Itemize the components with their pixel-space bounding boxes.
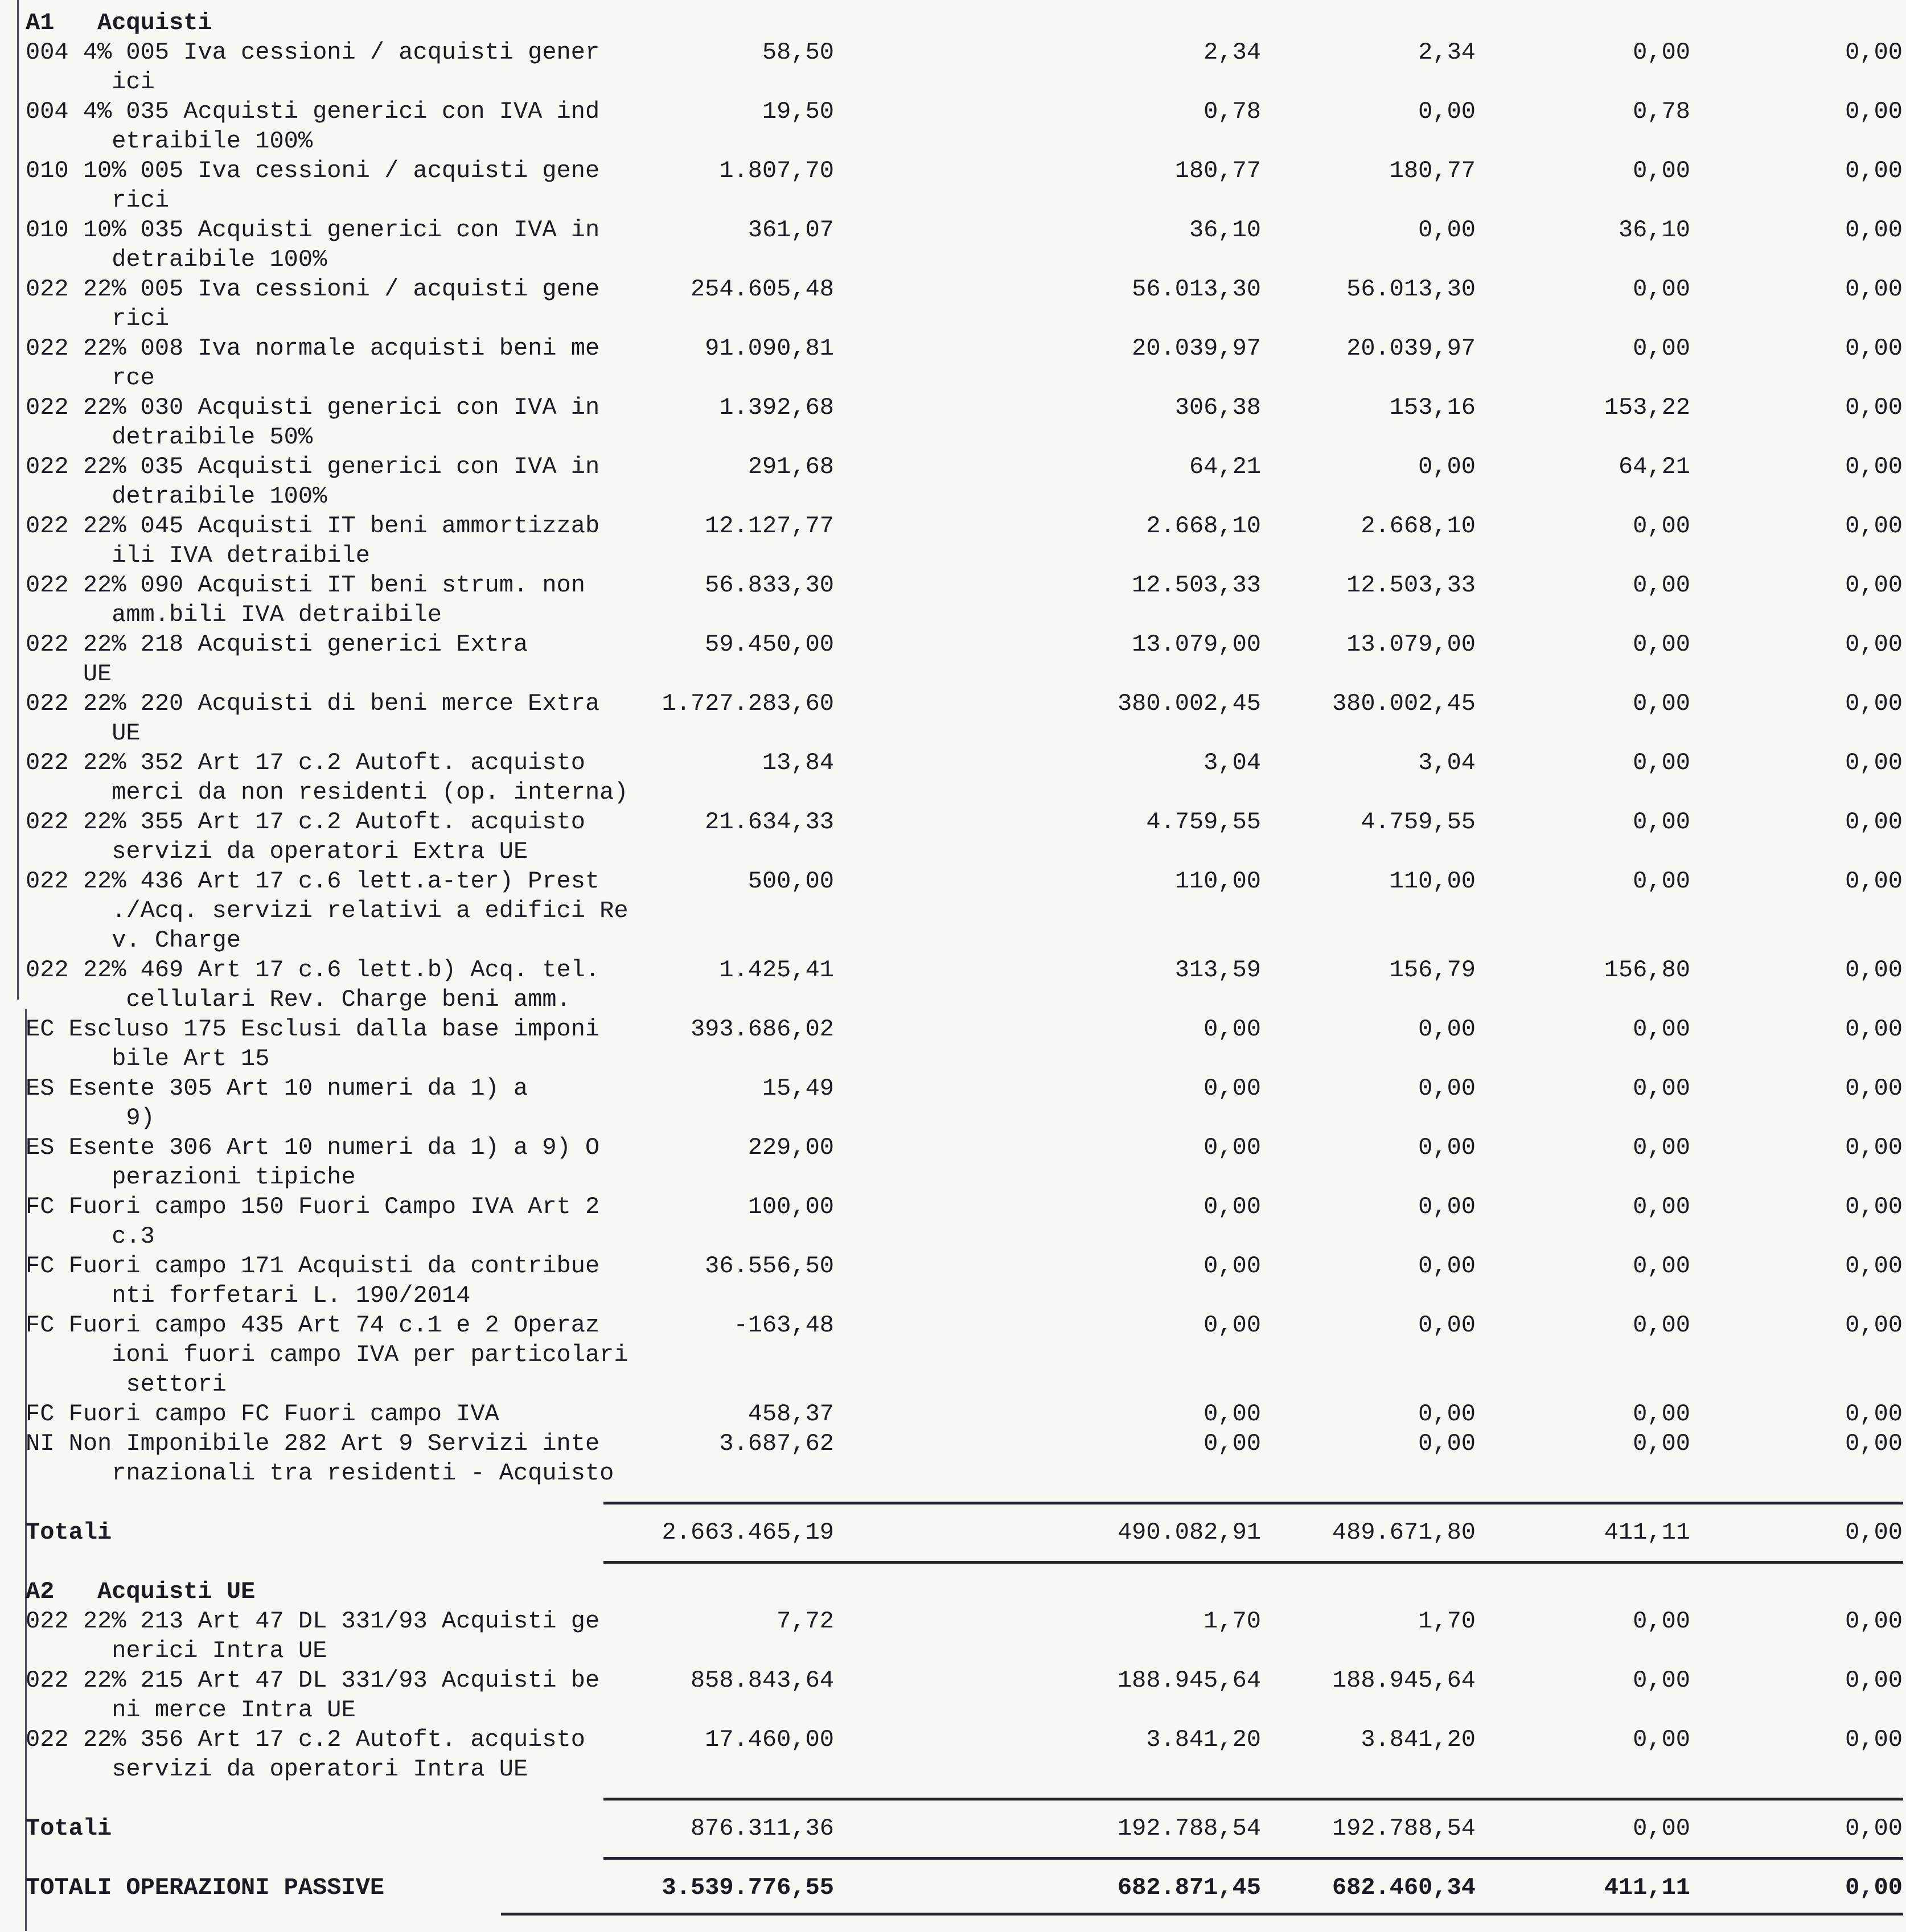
amount-col-2: 0,00 [1203, 1193, 1261, 1220]
amount-col-3: 2.668,10 [1361, 512, 1476, 540]
table-row [26, 97, 1906, 126]
table-row-continuation [26, 482, 1906, 511]
section-header [26, 1577, 1906, 1606]
amount-col-5: 0,00 [1845, 631, 1903, 658]
table-row-text: 022 22% 213 Art 47 DL 331/93 Acquisti ge [26, 1608, 600, 1635]
table-row-text: 022 22% 090 Acquisti IT beni strum. non [26, 572, 585, 599]
amount-col-4: 0,00 [1633, 39, 1690, 66]
table-row-continuation-text: ni merce Intra UE [26, 1696, 356, 1724]
divider-line [603, 1857, 1903, 1860]
amount-col-2: 13.079,00 [1132, 631, 1261, 658]
table-row-text: 022 22% 030 Acquisti generici con IVA in [26, 394, 600, 421]
totals-divider [26, 1488, 1906, 1518]
table-row [26, 393, 1906, 422]
table-row-continuation [26, 600, 1906, 630]
table-row-continuation [26, 718, 1906, 748]
amount-col-4: 36,10 [1618, 216, 1690, 244]
table-row [26, 274, 1906, 304]
table-row [26, 630, 1906, 659]
amount-col-5: 0,00 [1845, 39, 1903, 66]
amount-col-3: 4.759,55 [1361, 808, 1476, 836]
amount-col-2: 0,00 [1203, 1075, 1261, 1102]
table-row-continuation [26, 1044, 1906, 1074]
amount-col-1: 500,00 [747, 868, 834, 895]
totals-row-text: Totali [26, 1815, 112, 1842]
amount-col-3: 12.503,33 [1346, 572, 1476, 599]
amount-col-2: 0,00 [1203, 1016, 1261, 1043]
amount-col-1: 1.807,70 [719, 157, 834, 184]
amount-col-5: 0,00 [1845, 276, 1903, 303]
amount-col-4: 0,00 [1633, 1608, 1690, 1635]
amount-col-3: 0,00 [1418, 1252, 1476, 1280]
amount-col-1: 21.634,33 [705, 808, 834, 836]
amount-col-2: 490.082,91 [1117, 1519, 1261, 1546]
table-row-continuation-text: UE [26, 720, 141, 747]
table-row-text: EC Escluso 175 Esclusi dalla base imponi [26, 1016, 600, 1043]
amount-col-5: 0,00 [1845, 1430, 1903, 1457]
table-row [26, 689, 1906, 718]
table-row-text: 010 10% 035 Acquisti generici con IVA in [26, 216, 600, 244]
table-row-text: 022 22% 215 Art 47 DL 331/93 Acquisti be [26, 1667, 600, 1694]
table-row-text: 022 22% 355 Art 17 c.2 Autoft. acquisto [26, 808, 585, 836]
amount-col-1: 458,37 [747, 1400, 834, 1428]
amount-col-3: 3,04 [1418, 749, 1476, 776]
amount-col-2: 1,70 [1203, 1608, 1261, 1635]
amount-col-3: 3.841,20 [1361, 1726, 1476, 1753]
amount-col-4: 0,00 [1633, 1667, 1690, 1694]
amount-col-5: 0,00 [1845, 1312, 1903, 1339]
amount-col-5: 0,00 [1845, 1667, 1903, 1694]
amount-col-2: 0,78 [1203, 98, 1261, 125]
amount-col-5: 0,00 [1845, 1134, 1903, 1161]
amount-col-4: 0,00 [1633, 808, 1690, 836]
table-row-continuation-text: ./Acq. servizi relativi a edifici Re [26, 897, 629, 924]
amount-col-5: 0,00 [1845, 1608, 1903, 1635]
amount-col-2: 0,00 [1203, 1400, 1261, 1428]
amount-col-3: 110,00 [1389, 868, 1476, 895]
amount-col-5: 0,00 [1845, 1075, 1903, 1102]
amount-col-5: 0,00 [1845, 1726, 1903, 1753]
table-row-continuation [26, 541, 1906, 570]
table-row [26, 1310, 1906, 1340]
table-row-continuation [26, 778, 1906, 807]
table-row-continuation-text: ioni fuori campo IVA per particolari [26, 1341, 629, 1368]
amount-col-1: 100,00 [747, 1193, 834, 1220]
table-row-continuation-text: servizi da operatori Intra UE [26, 1756, 528, 1783]
amount-col-1: 56.833,30 [705, 572, 834, 599]
table-row-text: FC Fuori campo 150 Fuori Campo IVA Art 2 [26, 1193, 600, 1220]
amount-col-3: 153,16 [1389, 394, 1476, 421]
amount-col-4: 0,00 [1633, 572, 1690, 599]
amount-col-5: 0,00 [1845, 512, 1903, 540]
table-row-continuation [26, 985, 1906, 1014]
amount-col-5: 0,00 [1845, 1874, 1903, 1901]
totals-row-text: Totali [26, 1519, 112, 1546]
table-row-continuation-text: rici [26, 305, 170, 332]
amount-col-2: 4.759,55 [1146, 808, 1261, 836]
section-header-text: A1 Acquisti [26, 9, 212, 36]
table-row-continuation [26, 422, 1906, 452]
table-row-continuation [26, 245, 1906, 274]
amount-col-5: 0,00 [1845, 216, 1903, 244]
table-row-continuation-text: rce [26, 364, 155, 392]
table-row-continuation [26, 896, 1906, 926]
amount-col-3: 380.002,45 [1332, 690, 1476, 717]
amount-col-5: 0,00 [1845, 690, 1903, 717]
amount-col-2: 12.503,33 [1132, 572, 1261, 599]
amount-col-4: 0,00 [1633, 1252, 1690, 1280]
amount-col-5: 0,00 [1845, 1815, 1903, 1842]
table-row [26, 215, 1906, 245]
table-row [26, 1074, 1906, 1103]
amount-col-4: 0,00 [1633, 690, 1690, 717]
amount-col-2: 313,59 [1174, 956, 1261, 984]
totals-row [26, 1518, 1906, 1547]
amount-col-2: 0,00 [1203, 1134, 1261, 1161]
table-row-continuation [26, 1636, 1906, 1666]
amount-col-2: 306,38 [1174, 394, 1261, 421]
table-row-continuation-text: ici [26, 68, 155, 96]
amount-col-4: 0,00 [1633, 1726, 1690, 1753]
totals-divider [26, 1843, 1906, 1873]
amount-col-4: 411,11 [1604, 1874, 1690, 1901]
amount-col-1: 13,84 [762, 749, 834, 776]
table-row-continuation [26, 1695, 1906, 1725]
amount-col-5: 0,00 [1845, 1519, 1903, 1546]
amount-col-3: 0,00 [1418, 216, 1476, 244]
table-row-continuation [26, 1370, 1906, 1399]
amount-col-3: 0,00 [1418, 1075, 1476, 1102]
table-row-text: 022 22% 005 Iva cessioni / acquisti gene [26, 276, 600, 303]
amount-col-3: 0,00 [1418, 1430, 1476, 1457]
table-row-text: 022 22% 008 Iva normale acquisti beni me [26, 335, 600, 362]
amount-col-1: 3.539.776,55 [662, 1874, 834, 1901]
amount-col-1: 58,50 [762, 39, 834, 66]
table-row [26, 1133, 1906, 1162]
table-row [26, 1725, 1906, 1754]
amount-col-2: 0,00 [1203, 1312, 1261, 1339]
amount-col-1: 2.663.465,19 [662, 1519, 834, 1546]
amount-col-5: 0,00 [1845, 98, 1903, 125]
divider-line [603, 1798, 1903, 1801]
amount-col-2: 0,00 [1203, 1430, 1261, 1457]
amount-col-3: 0,00 [1418, 98, 1476, 125]
amount-col-5: 0,00 [1845, 749, 1903, 776]
amount-col-3: 56.013,30 [1346, 276, 1476, 303]
amount-col-1: 19,50 [762, 98, 834, 125]
amount-col-3: 13.079,00 [1346, 631, 1476, 658]
amount-col-3: 192.788,54 [1332, 1815, 1476, 1842]
table-row-continuation-text: nti forfetari L. 190/2014 [26, 1282, 471, 1309]
table-row-text: 004 4% 005 Iva cessioni / acquisti gener [26, 39, 600, 66]
table-row-text: FC Fuori campo FC Fuori campo IVA [26, 1400, 499, 1428]
amount-col-4: 0,00 [1633, 1312, 1690, 1339]
amount-col-4: 0,00 [1633, 1400, 1690, 1428]
amount-col-1: 1.425,41 [719, 956, 834, 984]
table-row-continuation [26, 837, 1906, 866]
table-row [26, 334, 1906, 363]
table-row-text: 022 22% 220 Acquisti di beni merce Extra [26, 690, 600, 717]
amount-col-4: 411,11 [1604, 1519, 1690, 1546]
table-row-continuation-text: etraibile 100% [26, 128, 313, 155]
report-body [26, 8, 1906, 1932]
table-row [26, 1014, 1906, 1044]
amount-col-4: 0,00 [1633, 1815, 1690, 1842]
amount-col-4: 0,00 [1633, 1016, 1690, 1043]
table-row-continuation [26, 126, 1906, 156]
amount-col-4: 0,00 [1633, 512, 1690, 540]
table-row-text: 022 22% 356 Art 17 c.2 Autoft. acquisto [26, 1726, 585, 1753]
amount-col-5: 0,00 [1845, 394, 1903, 421]
page-edge-line-top [17, 0, 19, 1000]
amount-col-2: 0,00 [1203, 1252, 1261, 1280]
amount-col-3: 1,70 [1418, 1608, 1476, 1635]
amount-col-1: 3.687,62 [719, 1430, 834, 1457]
table-row-text: 004 4% 035 Acquisti generici con IVA ind [26, 98, 600, 125]
amount-col-5: 0,00 [1845, 453, 1903, 480]
amount-col-2: 3,04 [1203, 749, 1261, 776]
totals-row [26, 1814, 1906, 1843]
table-row-continuation-text: servizi da operatori Extra UE [26, 838, 528, 865]
table-row-continuation-text: settori [26, 1371, 227, 1398]
table-row [26, 1251, 1906, 1281]
table-row-text: ES Esente 306 Art 10 numeri da 1) a 9) O [26, 1134, 600, 1161]
amount-col-1: 1.727.283,60 [662, 690, 834, 717]
amount-col-1: 393.686,02 [690, 1016, 834, 1043]
amount-col-2: 36,10 [1189, 216, 1261, 244]
amount-col-3: 180,77 [1389, 157, 1476, 184]
amount-col-2: 110,00 [1174, 868, 1261, 895]
amount-col-5: 0,00 [1845, 1016, 1903, 1043]
amount-col-3: 156,79 [1389, 956, 1476, 984]
table-row-continuation-text: rici [26, 187, 170, 214]
amount-col-3: 489.671,80 [1332, 1519, 1476, 1546]
amount-col-1: 91.090,81 [705, 335, 834, 362]
amount-col-1: 12.127,77 [705, 512, 834, 540]
amount-col-1: 229,00 [747, 1134, 834, 1161]
amount-col-4: 0,00 [1633, 1430, 1690, 1457]
amount-col-3: 0,00 [1418, 453, 1476, 480]
table-row-continuation-text: amm.bili IVA detraibile [26, 601, 442, 628]
amount-col-1: 59.450,00 [705, 631, 834, 658]
table-row-continuation-text: merci da non residenti (op. interna) [26, 779, 629, 806]
amount-col-4: 156,80 [1604, 956, 1690, 984]
amount-col-4: 0,00 [1633, 1075, 1690, 1102]
table-row-continuation [26, 926, 1906, 955]
table-row [26, 570, 1906, 600]
divider-line [603, 1561, 1903, 1564]
table-row-continuation [26, 1162, 1906, 1192]
table-row [26, 1399, 1906, 1429]
table-row-continuation [26, 1340, 1906, 1370]
amount-col-2: 2.668,10 [1146, 512, 1261, 540]
amount-col-4: 0,00 [1633, 157, 1690, 184]
amount-col-2: 188.945,64 [1117, 1667, 1261, 1694]
amount-col-5: 0,00 [1845, 1252, 1903, 1280]
amount-col-4: 0,00 [1633, 1134, 1690, 1161]
table-row-text: FC Fuori campo 435 Art 74 c.1 e 2 Operaz [26, 1312, 600, 1339]
table-row-text: FC Fuori campo 171 Acquisti da contribue [26, 1252, 600, 1280]
table-row-continuation [26, 1103, 1906, 1133]
amount-col-3: 0,00 [1418, 1193, 1476, 1220]
amount-col-2: 20.039,97 [1132, 335, 1261, 362]
amount-col-5: 0,00 [1845, 956, 1903, 984]
amount-col-5: 0,00 [1845, 572, 1903, 599]
amount-col-4: 0,78 [1633, 98, 1690, 125]
table-row-continuation-text: ili IVA detraibile [26, 542, 370, 569]
amount-col-4: 153,22 [1604, 394, 1690, 421]
table-row-continuation [26, 1754, 1906, 1784]
amount-col-5: 0,00 [1845, 808, 1903, 836]
amount-col-4: 0,00 [1633, 1193, 1690, 1220]
amount-col-2: 380.002,45 [1117, 690, 1261, 717]
amount-col-1: 858.843,64 [690, 1667, 834, 1694]
table-row-continuation-text: rnazionali tra residenti - Acquisto [26, 1460, 614, 1487]
table-row [26, 452, 1906, 482]
amount-col-1: -163,48 [733, 1312, 834, 1339]
table-row-continuation-text: detraibile 100% [26, 483, 327, 510]
amount-col-5: 0,00 [1845, 868, 1903, 895]
table-row-continuation [26, 304, 1906, 334]
grand-total-underline [26, 1902, 1906, 1932]
amount-col-5: 0,00 [1845, 335, 1903, 362]
table-row-continuation-text: 9) [26, 1104, 155, 1132]
table-row-continuation-text: perazioni tipiche [26, 1164, 356, 1191]
table-row-text: NI Non Imponibile 282 Art 9 Servizi inte [26, 1430, 600, 1457]
amount-col-1: 7,72 [777, 1608, 834, 1635]
grand-total-row [26, 1873, 1906, 1902]
table-row-continuation-text: detraibile 100% [26, 246, 327, 273]
table-row-continuation-text: UE [26, 660, 112, 688]
amount-col-4: 0,00 [1633, 749, 1690, 776]
table-row [26, 866, 1906, 896]
table-row-continuation-text: cellulari Rev. Charge beni amm. [26, 986, 571, 1013]
table-row-continuation [26, 186, 1906, 215]
amount-col-2: 64,21 [1189, 453, 1261, 480]
amount-col-3: 20.039,97 [1346, 335, 1476, 362]
table-row-text: 010 10% 005 Iva cessioni / acquisti gene [26, 157, 600, 184]
table-row-text: ES Esente 305 Art 10 numeri da 1) a [26, 1075, 528, 1102]
divider-line [603, 1502, 1903, 1505]
table-row-text: 022 22% 218 Acquisti generici Extra [26, 631, 528, 658]
table-row [26, 156, 1906, 186]
table-row [26, 1666, 1906, 1695]
amount-col-4: 0,00 [1633, 631, 1690, 658]
amount-col-1: 876.311,36 [690, 1815, 834, 1842]
table-row-continuation [26, 1458, 1906, 1488]
table-row-continuation-text: nerici Intra UE [26, 1637, 327, 1664]
totals-divider [26, 1547, 1906, 1577]
amount-col-5: 0,00 [1845, 1193, 1903, 1220]
amount-col-2: 3.841,20 [1146, 1726, 1261, 1753]
table-row-text: 022 22% 469 Art 17 c.6 lett.b) Acq. tel. [26, 956, 600, 984]
amount-col-2: 2,34 [1203, 39, 1261, 66]
table-row [26, 511, 1906, 541]
section-header [26, 8, 1906, 38]
table-row [26, 1429, 1906, 1458]
amount-col-1: 1.392,68 [719, 394, 834, 421]
table-row-continuation [26, 1222, 1906, 1251]
amount-col-3: 188.945,64 [1332, 1667, 1476, 1694]
amount-col-5: 0,00 [1845, 1400, 1903, 1428]
amount-col-4: 0,00 [1633, 868, 1690, 895]
table-row [26, 38, 1906, 67]
table-row-continuation-text: c.3 [26, 1223, 155, 1250]
table-row-continuation-text: detraibile 50% [26, 424, 313, 451]
section-header-text: A2 Acquisti UE [26, 1578, 256, 1605]
amount-col-5: 0,00 [1845, 157, 1903, 184]
amount-col-1: 17.460,00 [705, 1726, 834, 1753]
table-row-continuation-text: bile Art 15 [26, 1045, 270, 1072]
amount-col-3: 682.460,34 [1332, 1874, 1476, 1901]
amount-col-4: 64,21 [1618, 453, 1690, 480]
amount-col-1: 15,49 [762, 1075, 834, 1102]
grand-total-row-text: TOTALI OPERAZIONI PASSIVE [26, 1874, 385, 1901]
table-row-continuation [26, 1281, 1906, 1310]
table-row-text: 022 22% 045 Acquisti IT beni ammortizzab [26, 512, 600, 540]
table-row-continuation [26, 659, 1906, 689]
table-row-continuation-text: v. Charge [26, 927, 241, 954]
amount-col-1: 361,07 [747, 216, 834, 244]
amount-col-2: 682.871,45 [1117, 1874, 1261, 1901]
totals-divider [26, 1784, 1906, 1814]
amount-col-4: 0,00 [1633, 335, 1690, 362]
amount-col-3: 0,00 [1418, 1312, 1476, 1339]
amount-col-2: 56.013,30 [1132, 276, 1261, 303]
table-row [26, 955, 1906, 985]
amount-col-2: 180,77 [1174, 157, 1261, 184]
amount-col-3: 0,00 [1418, 1016, 1476, 1043]
table-row-continuation [26, 363, 1906, 393]
table-row [26, 1606, 1906, 1636]
table-row-continuation [26, 67, 1906, 97]
table-row [26, 807, 1906, 837]
amount-col-1: 254.605,48 [690, 276, 834, 303]
amount-col-4: 0,00 [1633, 276, 1690, 303]
table-row-text: 022 22% 035 Acquisti generici con IVA in [26, 453, 600, 480]
table-row [26, 748, 1906, 778]
amount-col-3: 2,34 [1418, 39, 1476, 66]
divider-line [501, 1913, 1903, 1915]
amount-col-3: 0,00 [1418, 1134, 1476, 1161]
table-row-text: 022 22% 436 Art 17 c.6 lett.a-ter) Prest [26, 868, 600, 895]
amount-col-2: 192.788,54 [1117, 1815, 1261, 1842]
amount-col-3: 0,00 [1418, 1400, 1476, 1428]
amount-col-1: 36.556,50 [705, 1252, 834, 1280]
amount-col-1: 291,68 [747, 453, 834, 480]
table-row-text: 022 22% 352 Art 17 c.2 Autoft. acquisto [26, 749, 585, 776]
table-row [26, 1192, 1906, 1222]
